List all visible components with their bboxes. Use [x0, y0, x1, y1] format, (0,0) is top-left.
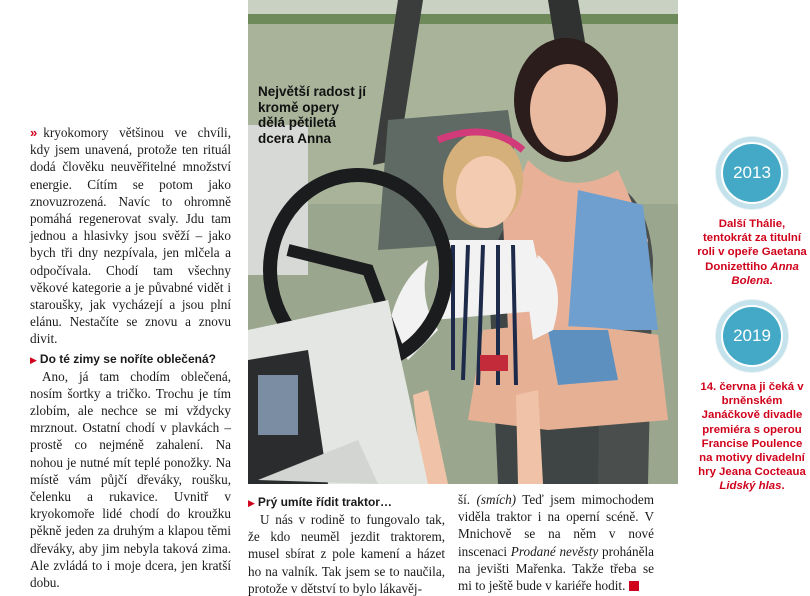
year-badge [716, 137, 788, 209]
paragraph-intro: » kryokomory většinou ve chvíli, kdy jsem unavená, protože ten rituál dodá člověku neuvěřitelné množství energie. Cítím se potom jako znovuzrozená. Navíc to ohromně pomáhá regenerovat svaly. Jdu tam jednou a hlasivky jsou svěží – jako bych tři dny nezpívala, jen mlčela a odpočívala. Chodí tam všechny věkové kategorie a je půvabné vidět i staroušky, jak vycházejí a jsou plní elánu. Nestačíte se znovu a znovu divit. [30, 125, 231, 347]
interview-question: ▶ Do té zimy se noříte oblečená? [30, 351, 216, 366]
paragraph-continuation: ší. (smích) Teď jsem mimochodem viděla traktor i na operní scéně. V Mnichově se na něm v nové inscenaci Prodané nevěsty proháněla na jevišti Mařenka. Takže třeba se mi to ještě bude v kariéře hodit. [458, 492, 655, 594]
interview-question: ▶ Prý umíte řídit traktor… [248, 495, 392, 509]
article-column-3 [458, 491, 654, 594]
interview-answer: Ano, já tam chodím oblečená, nosím šortky a tričko. Trochu je tím zlobím, ale nechce se mi vždycky mrznout. Ostatní chodí v plavkách – prostě co nejméně zahalení. Na nohou je nutné mít teplé ponožky. Na místě vám půjčí dřeváky, roušku, čelenku a rukavice. Uvnitř v kryokomoře lidé chodí do kroužku pěkně jeden za druhým a klapou těmi dřeváky, aby jim nebyla taková zima. Ale zvládá to i moje dcera, jen kratší dobu. [30, 368, 231, 591]
timeline-entry-2013 [696, 137, 808, 288]
year-label: 2013 [723, 144, 781, 202]
photo-illustration [248, 0, 678, 484]
year-label: 2019 [723, 307, 781, 365]
article-column-1 [30, 124, 231, 591]
article-column-2 [248, 491, 445, 596]
question-marker-icon: ▶ [248, 498, 255, 508]
photo-caption: Největší radost jí kromě opery dělá pětiletá dcera Anna [258, 84, 367, 146]
interview-answer: U nás v rodině to fungovalo tak, že kdo neuměl jezdit traktorem, musel sbírat z pole kamení a házet ho na valník. Tak jsem se to naučila, protože v dětství to bylo lákavěj- [248, 512, 445, 596]
article-end-square-icon [629, 581, 639, 591]
timeline-entry-2019 [696, 300, 808, 494]
year-badge [716, 300, 788, 372]
timeline-text: Další Thálie, tentokrát za titulní roli v opeře Gaetana Donizettiho Anna Bolena. [697, 218, 807, 287]
question-marker-icon: ▶ [30, 354, 37, 365]
article-photo [248, 0, 678, 484]
timeline-text: 14. června ji čeká v brněnském Janáčkově divadle premiéra s operou Francise Poulence na motivy divadelní hry Jeana Cocteaua Lidský hlas. [698, 381, 806, 493]
continuation-marker-icon: » [30, 125, 38, 140]
opera-title: Prodané nevěsty [510, 543, 599, 559]
